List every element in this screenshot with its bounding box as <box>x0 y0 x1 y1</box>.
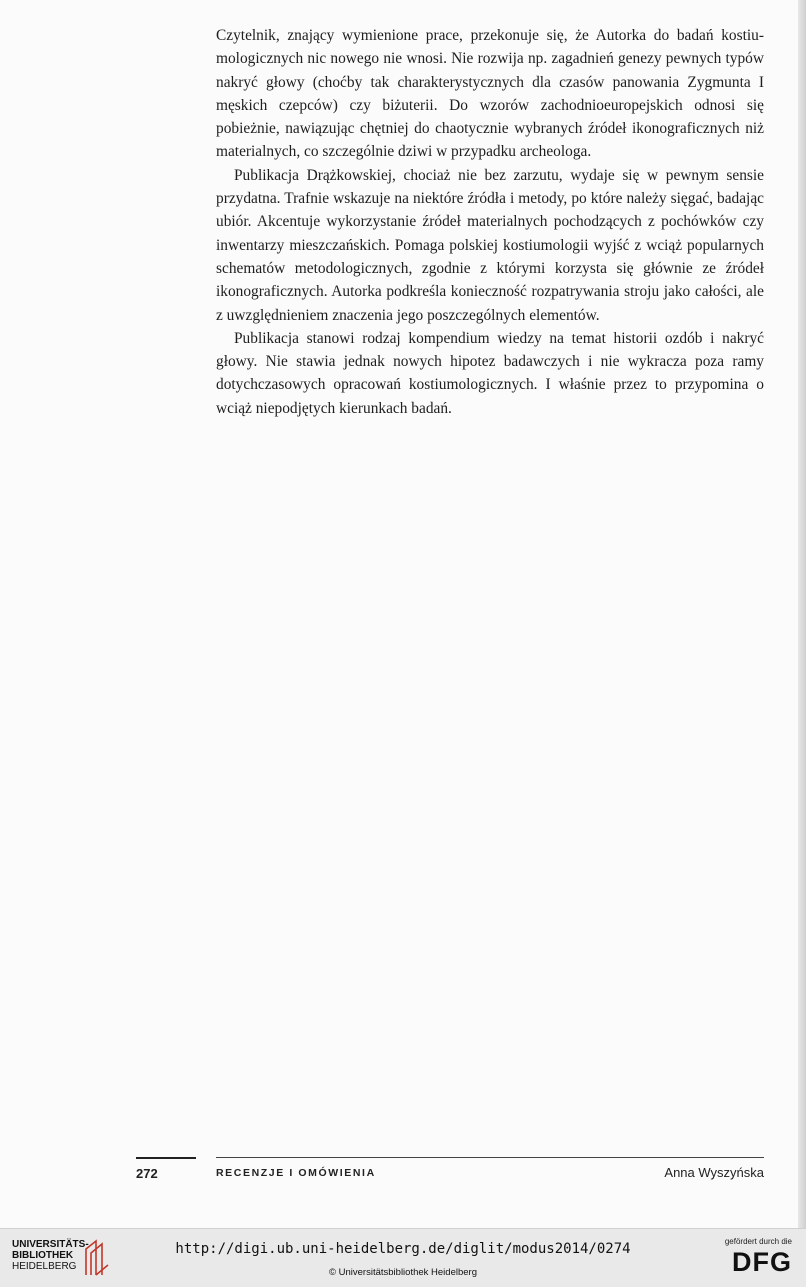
page-edge-shadow <box>798 0 806 1228</box>
copyright-notice: © Universitätsbibliothek Heidelberg <box>329 1267 477 1278</box>
digitization-bar <box>0 1228 806 1287</box>
footer-rule-long <box>216 1157 764 1158</box>
paragraph-2: Publikacja Drążkowskiej, chociaż nie bez zarzutu, wydaje się w pewnym sensie przydatna. Trafnie wskazuje na niektóre źródła i metody, po które należy sięgać, badając ubiór. Akcentuje wykorzystanie źródeł materialnych pochodzących z pochówków czy inwentarzy mieszczańskich. Pomaga polskiej kostiumologii wyjść z wciąż popularnych schematów metodologicznych, zgodnie z którymi korzysta się głównie ze źródeł ikonograficznych. Autorka podkreśla konieczność rozpatrywania stroju jako całości, ale z uwzględnieniem znaczenia jego poszczególnych elementów. <box>216 166 764 324</box>
page-number: 272 <box>136 1166 158 1181</box>
dfg-logo: DFG <box>732 1247 792 1277</box>
section-label: RECENZJE I OMÓWIENIA <box>216 1167 376 1179</box>
library-name-line3: HEIDELBERG <box>12 1261 77 1272</box>
paragraph-1: Czytelnik, znający wymienione prace, przekonuje się, że Autorka do badań kostiumologicznych nic nowego nie wnosi. Nie rozwija np. zagadnień genezy pewnych typów nakryć głowy (choćby tak charakterystycznych dla czasów panowania Zygmunta I męskich czepców) czy biżuterii. Do wzorów zachodnioeuropejskich odnosi się pobieżnie, nawiązując chętniej do chaotycznie wybranych źródeł ikonograficznych niż materialnych, co szczególnie dziwi w przypadku archeologa. <box>216 27 764 161</box>
library-name-line2: BIBLIOTHEK <box>12 1250 74 1261</box>
article-body <box>216 24 764 420</box>
funded-by-label: gefördert durch die <box>724 1237 792 1246</box>
paragraph-3: Publikacja stanowi rodzaj kompendium wiedzy na temat historii ozdób i nakryć głowy. Nie stawia jednak nowych hipotez badawczych i nie wykracza poza ramy dotychczasowych opracowań kostiumologicznych. I właśnie przez to przypomina o wciąż niepodjętych kierunkach badań. <box>216 329 764 417</box>
author-name: Anna Wyszyńska <box>664 1165 764 1180</box>
permalink-url[interactable]: http://digi.ub.uni-heidelberg.de/diglit/modus2014/0274 <box>175 1241 631 1257</box>
footer-rule-short <box>136 1157 196 1159</box>
library-name-line1: UNIVERSITÄTS- <box>12 1239 89 1250</box>
